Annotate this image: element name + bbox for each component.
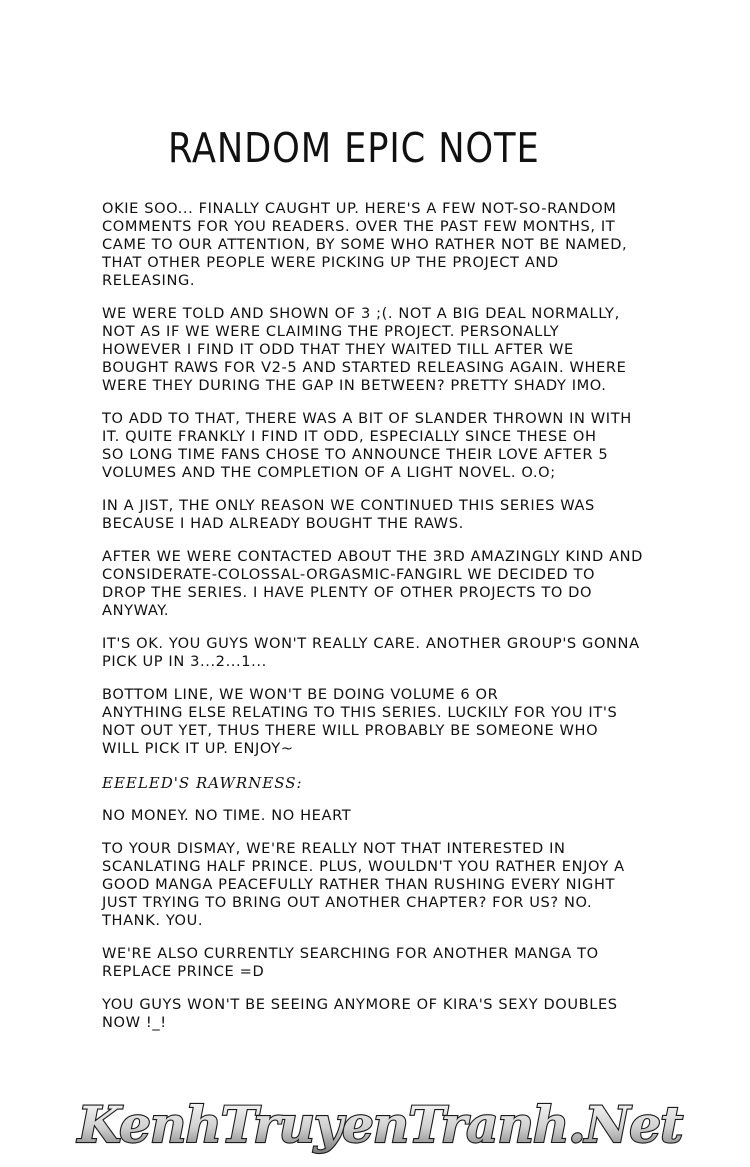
paragraph: AFTER WE WERE CONTACTED ABOUT THE 3RD AMAZINGLY KIND AND CONSIDERATE-COLOSSAL-ORGASMIC-FANGIRL WE DECIDED TO DROP THE SERIES. I HAVE PLENTY OF OTHER PROJECTS TO DO ANYWAY. [102,548,644,619]
watermark-logo [70,1090,690,1160]
paragraph: BOTTOM LINE, WE WON'T BE DOING VOLUME 6 OR ANYTHING ELSE RELATING TO THIS SERIES. LUCKILY FOR YOU IT'S NOT OUT YET, THUS THERE WILL PROBABLY BE SOMEONE WHO WILL PICK IT UP. ENJOY~ [102,686,618,757]
paragraph: IN A JIST, THE ONLY REASON WE CONTINUED THIS SERIES WAS BECAUSE I HAD ALREADY BOUGHT THE RAWS. [102,497,595,532]
watermark-text: KenhTruyenTranh.Net [77,1095,683,1154]
paragraph: TO YOUR DISMAY, WE'RE REALLY NOT THAT INTERESTED IN SCANLATING HALF PRINCE. PLUS, WOULDN'T YOU RATHER ENJOY A GOOD MANGA PEACEFULLY RATHER THAN RUSHING EVERY NIGHT JUST TRYING TO BRING OUT ANOTHER CHAPTER? FOR US? NO. THANK. YOU. [102,840,625,929]
paragraph: IT'S OK. YOU GUYS WON'T REALLY CARE. ANOTHER GROUP'S GONNA PICK UP IN 3...2...1... [102,635,640,670]
paragraph: OKIE SOO... FINALLY CAUGHT UP. HERE'S A FEW NOT-SO-RANDOM COMMENTS FOR YOU READERS. OVER THE PAST FEW MONTHS, IT CAME TO OUR ATTENTION, BY SOME WHO RATHER NOT BE NAMED, THAT OTHER PEOPLE WERE PICKING UP THE PROJECT AND RELEASING. [102,200,628,289]
page-title: RANDOM EPIC NOTE [168,124,540,172]
paragraph: WE WERE TOLD AND SHOWN OF 3 ;(. NOT A BIG DEAL NORMALLY, NOT AS IF WE WERE CLAIMING THE PROJECT. PERSONALLY HOWEVER I FIND IT ODD THAT THEY WAITED TILL AFTER WE BOUGHT RAWS FOR V2-5 AND STARTED RELEASING AGAIN. WHERE WERE THEY DURING THE GAP IN BETWEEN? PRETTY SHADY IMO. [102,305,627,394]
paragraph: TO ADD TO THAT, THERE WAS A BIT OF SLANDER THROWN IN WITH IT. QUITE FRANKLY I FIND IT ODD, ESPECIALLY SINCE THESE OH SO LONG TIME FANS CHOSE TO ANNOUNCE THEIR LOVE AFTER 5 VOLUMES AND THE COMPLETION OF A LIGHT NOVEL. O.O; [102,410,632,481]
section-subheading: EEELED'S RAWRNESS: [102,774,303,792]
paragraph: YOU GUYS WON'T BE SEEING ANYMORE OF KIRA'S SEXY DOUBLES NOW !_! [102,996,618,1031]
note-body [102,200,662,1047]
paragraph: NO MONEY. NO TIME. NO HEART [102,807,352,824]
paragraph: WE'RE ALSO CURRENTLY SEARCHING FOR ANOTHER MANGA TO REPLACE PRINCE =D [102,945,599,980]
